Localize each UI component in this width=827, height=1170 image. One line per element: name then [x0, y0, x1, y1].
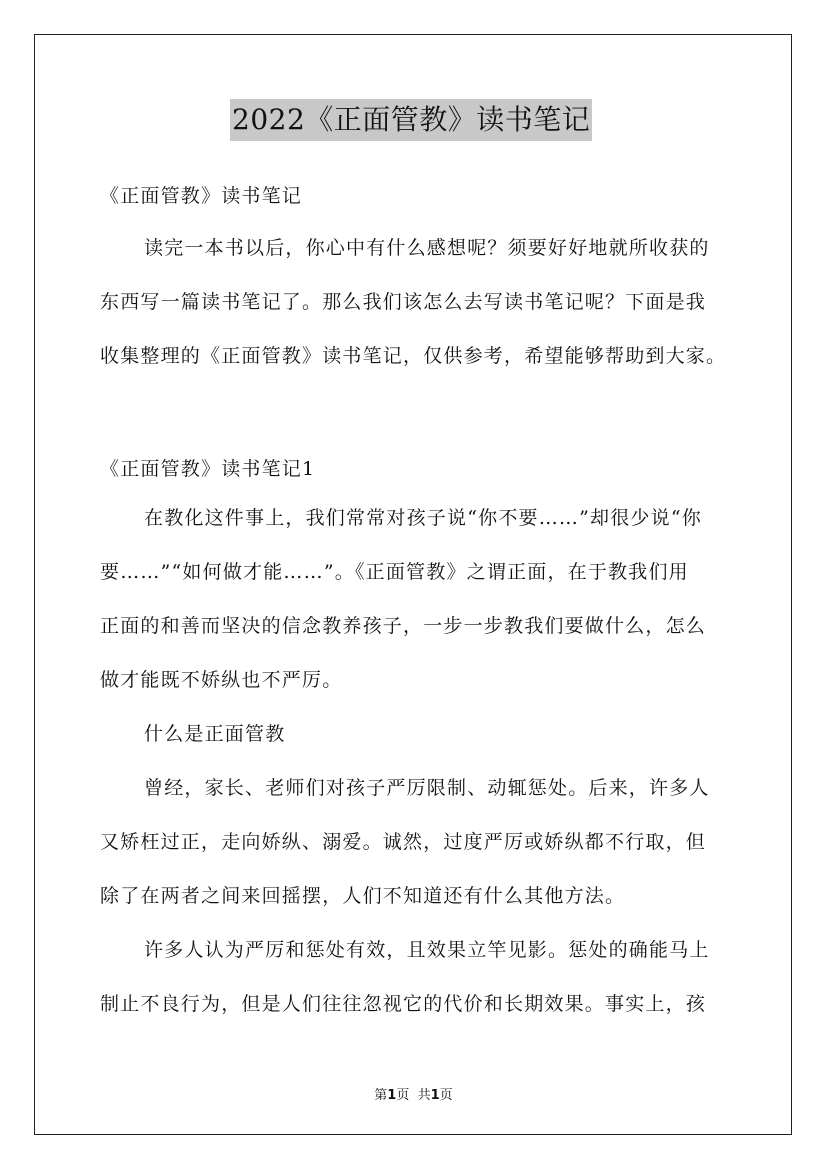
paragraph-line: 在教化这件事上，我们常常对孩子说“你不要……”却很少说“你: [144, 507, 702, 529]
page-suffix: 页: [396, 1088, 410, 1103]
section1-paragraph-2: [100, 773, 740, 935]
total-prefix: 共: [417, 1088, 431, 1103]
document-title: 2022《正面管教》读书笔记: [230, 99, 592, 141]
page-prefix: 第: [374, 1088, 388, 1103]
section1-paragraph-3: [100, 935, 740, 1043]
section-heading: 《正面管教》读书笔记1: [100, 458, 316, 480]
page-footer: [0, 1084, 827, 1103]
section1-paragraph-1: [100, 503, 740, 719]
paragraph-line: 正面的和善而坚决的信念教养孩子，一步一步教我们要做什么，怎么: [100, 615, 707, 637]
total-pages: 1: [430, 1088, 440, 1103]
section-subheading-block: [100, 719, 740, 773]
paragraph-line: 要……”“如何做才能……”。《正面管教》之谓正面，在于教我们用: [100, 561, 689, 583]
document-subtitle: 《正面管教》读书笔记: [100, 185, 303, 207]
paragraph-line: 做才能既不娇纵也不严厉。: [100, 669, 343, 691]
page-number: 1: [387, 1088, 397, 1103]
intro-line: 收集整理的《正面管教》读书笔记，仅供参考，希望能够帮助到大家。: [100, 345, 727, 367]
paragraph-line: 制止不良行为，但是人们往往忽视它的代价和长期效果。事实上，孩: [100, 993, 707, 1015]
total-suffix: 页: [439, 1088, 453, 1103]
intro-line: 读完一本书以后，你心中有什么感想呢？须要好好地就所收获的: [144, 237, 710, 259]
paragraph-line: 曾经，家长、老师们对孩子严厉限制、动辄惩处。后来，许多人: [144, 777, 710, 799]
section-subheading: 什么是正面管教: [144, 723, 286, 745]
intro-line: 东西写一篇读书笔记了。那么我们该怎么去写读书笔记呢？下面是我: [100, 291, 707, 313]
paragraph-line: 又矫枉过正，走向娇纵、溺爱。诚然，过度严厉或娇纵都不行取，但: [100, 831, 707, 853]
intro-paragraph: [100, 233, 740, 395]
paragraph-line: 除了在两者之间来回摇摆，人们不知道还有什么其他方法。: [100, 885, 626, 907]
paragraph-line: 许多人认为严厉和惩处有效，且效果立竿见影。惩处的确能马上: [144, 939, 710, 961]
